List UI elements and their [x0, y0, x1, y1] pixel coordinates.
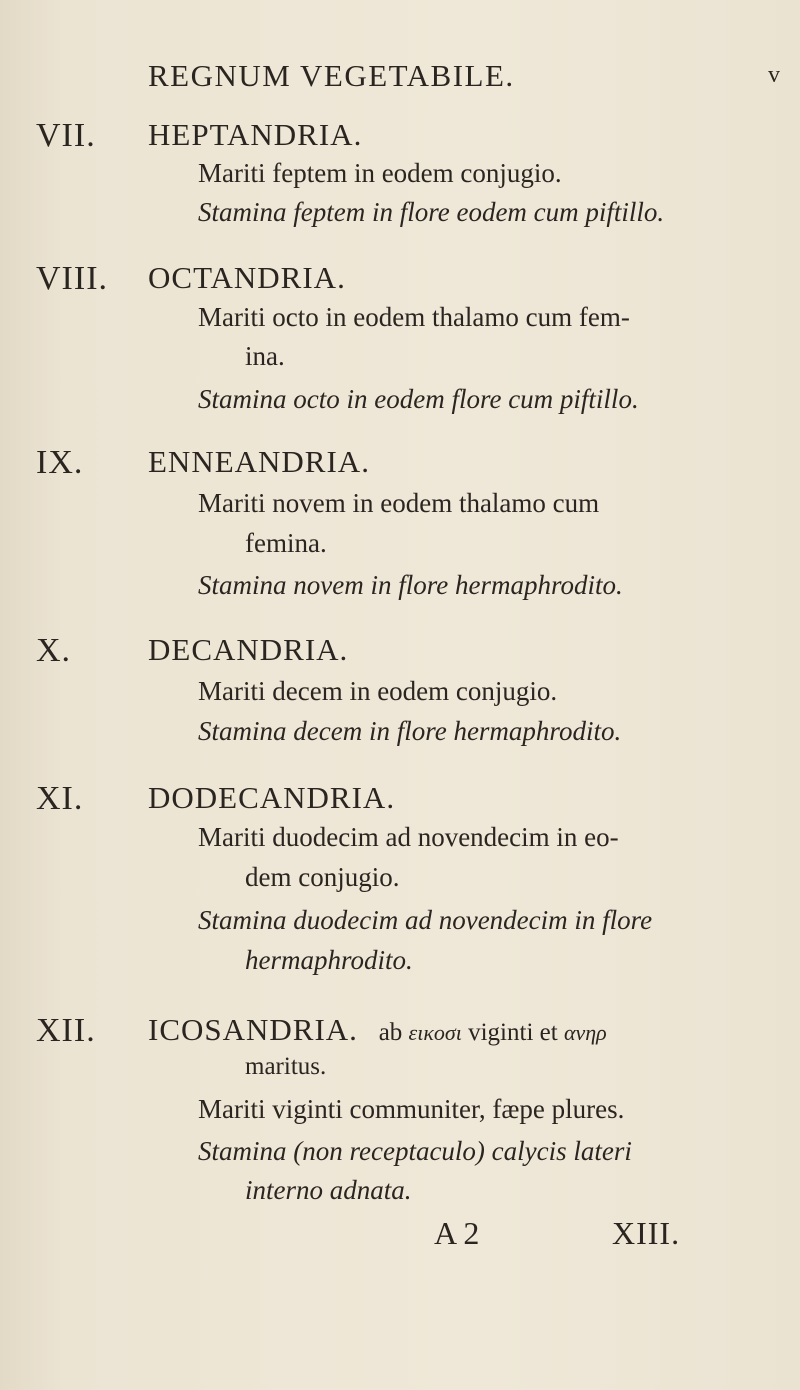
class-numeral: X. [36, 632, 72, 669]
catchword: XIII. [612, 1215, 681, 1251]
stamina-line: Stamina (non receptaculo) calycis lateri [198, 1136, 632, 1166]
class-name: HEPTANDRIA. [148, 117, 363, 152]
mariti-line: Mariti decem in eodem conjugio. [198, 676, 558, 706]
mariti-line: dem conjugio. [245, 862, 400, 892]
class-name: ENNEANDRIA. [148, 444, 370, 479]
class-name: DODECANDRIA. [148, 780, 396, 815]
signature-mark: A 2 [434, 1215, 480, 1251]
etymology-middle: viginti et [468, 1019, 558, 1046]
class-numeral: IX. [36, 444, 84, 481]
header-mark: v [768, 62, 780, 88]
mariti-line: Mariti feptem in eodem conjugio. [198, 158, 562, 188]
stamina-line: Stamina decem in flore hermaphrodito. [198, 716, 622, 746]
stamina-line: Stamina feptem in flore eodem cum piftillo. [198, 197, 665, 227]
class-name-text: ICOSANDRIA. [148, 1012, 358, 1047]
class-name [148, 1012, 607, 1048]
mariti-line: Mariti duodecim ad novendecim in eo- [198, 822, 619, 852]
greek-word: εικοσι [408, 1020, 462, 1045]
class-numeral: VIII. [36, 260, 109, 297]
mariti-line: femina. [245, 528, 327, 558]
mariti-line: Mariti octo in eodem thalamo cum fem- [198, 302, 630, 332]
class-numeral: VII. [36, 117, 96, 154]
etymology-continuation: maritus. [245, 1053, 327, 1080]
stamina-line: hermaphrodito. [245, 945, 413, 975]
stamina-line: Stamina duodecim ad novendecim in flore [198, 905, 653, 935]
mariti-line: Mariti viginti communiter, fæpe plures. [198, 1094, 625, 1124]
class-numeral: XI. [36, 780, 84, 817]
greek-word: ανηρ [563, 1020, 607, 1045]
class-numeral: XII. [36, 1012, 96, 1049]
class-name: DECANDRIA. [148, 632, 349, 667]
etymology-prefix: ab [378, 1019, 403, 1046]
mariti-line: Mariti novem in eodem thalamo cum [198, 488, 600, 518]
stamina-line: Stamina octo in eodem flore cum piftillo. [198, 384, 639, 414]
stamina-line: interno adnata. [245, 1175, 412, 1205]
stamina-line: Stamina novem in flore hermaphrodito. [198, 570, 623, 600]
class-name: OCTANDRIA. [148, 260, 346, 295]
mariti-line: ina. [245, 341, 285, 371]
running-title: REGNUM VEGETABILE. [148, 58, 515, 93]
